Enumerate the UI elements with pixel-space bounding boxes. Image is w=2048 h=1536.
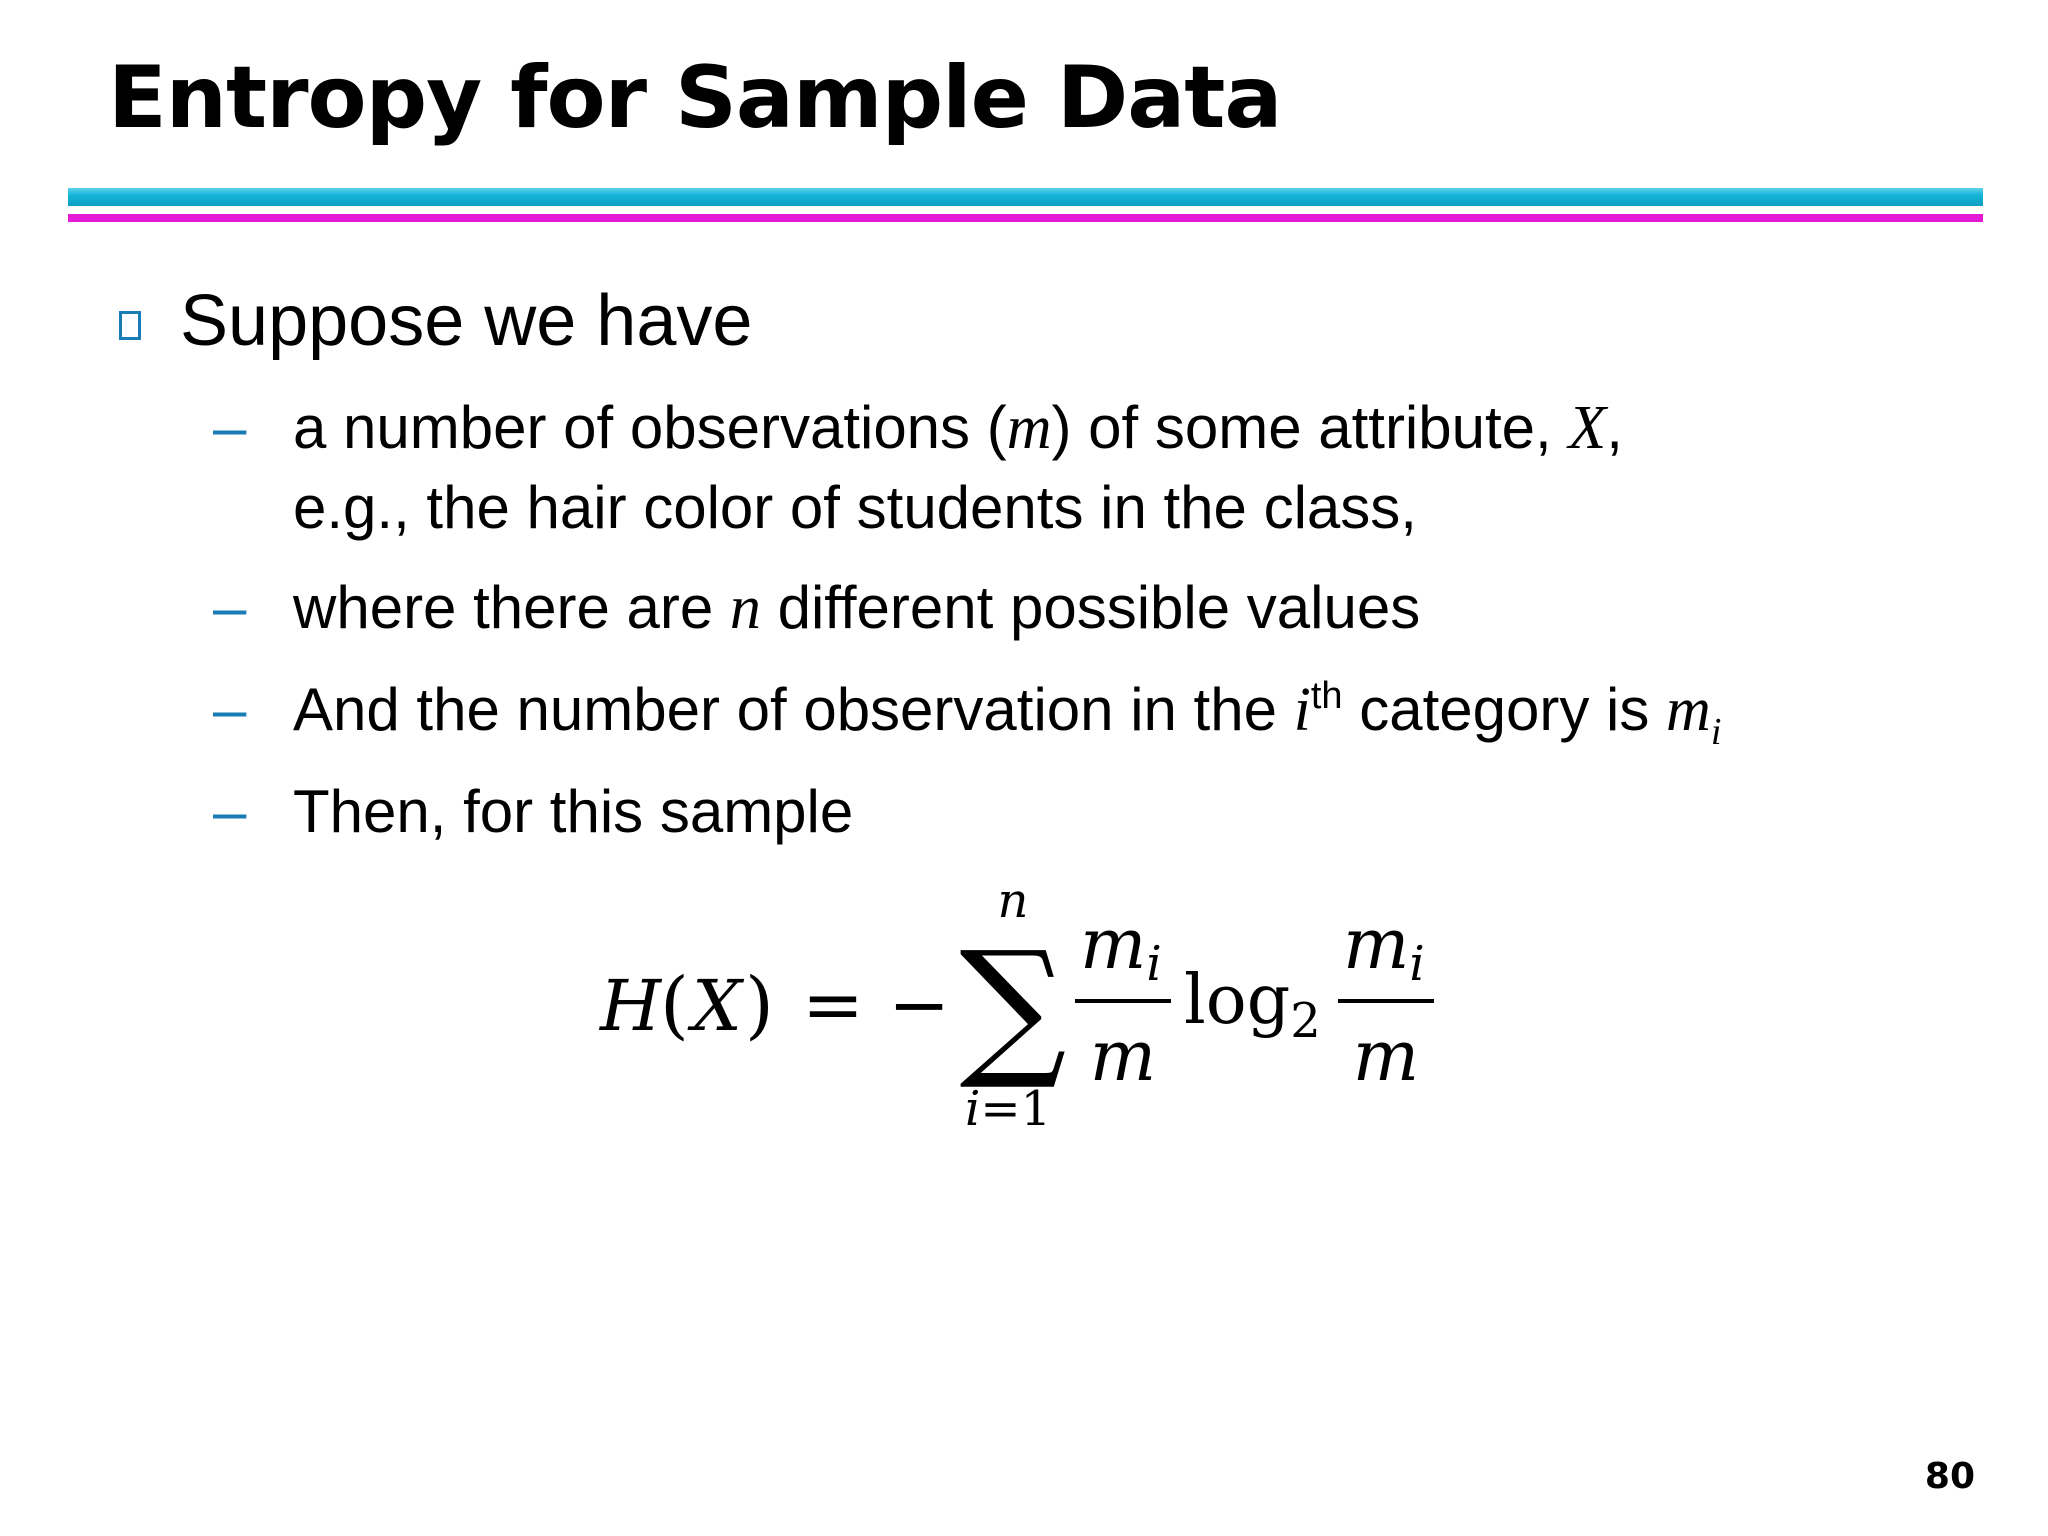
slide-title: Entropy for Sample Data	[108, 48, 1282, 148]
formula-h: H	[600, 965, 662, 1047]
frac2-denominator: m	[1352, 1015, 1420, 1097]
text-segment: where there are	[293, 574, 730, 641]
text-segment: different possible values	[760, 574, 1421, 641]
frac2-bar	[1338, 999, 1434, 1003]
formula-minus: −	[888, 962, 951, 1048]
dash-bullet-3: –	[213, 676, 247, 743]
formula-equals: =	[802, 962, 865, 1048]
formula-x: X	[692, 965, 742, 1047]
formula-rparen: )	[745, 962, 774, 1048]
var-m: m	[1666, 676, 1711, 744]
log-label	[1184, 961, 1321, 1049]
text-segment: ) of some attribute,	[1051, 394, 1569, 461]
page-number: 80	[1924, 1456, 1975, 1497]
frac2-num-sub: i	[1409, 936, 1425, 992]
frac2-numerator	[1343, 903, 1425, 992]
bullet-suppose: Suppose we have	[180, 281, 753, 361]
var-m: m	[1006, 394, 1052, 462]
frac1-num-sub: i	[1146, 936, 1162, 992]
var-x: X	[1568, 394, 1607, 462]
frac1-numerator	[1080, 903, 1162, 992]
dash-bullet-4: –	[213, 778, 247, 845]
frac1-num-var: m	[1080, 903, 1147, 985]
sum-upper-limit: n	[997, 873, 1029, 929]
frac1-denominator: m	[1089, 1015, 1157, 1097]
bullet-observations-line2: e.g., the hair color of students in the class,	[293, 474, 1417, 541]
var-n: n	[729, 574, 761, 642]
text-segment: ,	[1606, 394, 1623, 461]
bullet-then-sample: Then, for this sample	[293, 778, 854, 845]
sum-lower-eq: =1	[980, 1081, 1052, 1137]
superscript-th: th	[1310, 675, 1343, 717]
text-segment: category is	[1342, 676, 1667, 743]
text-segment: a number of observations (	[293, 394, 1007, 461]
dash-bullet-1: –	[213, 394, 247, 461]
text-segment: And the number of observation in the	[293, 676, 1294, 743]
frac2-num-var: m	[1343, 903, 1410, 985]
sum-symbol: ∑	[959, 920, 1067, 1094]
log-word: log	[1184, 961, 1291, 1040]
frac1-bar	[1075, 999, 1171, 1003]
var-i: i	[1293, 676, 1311, 744]
subscript-i: i	[1710, 711, 1722, 753]
formula-lparen: (	[660, 962, 689, 1048]
dash-bullet-2: –	[213, 574, 247, 641]
sum-lower-var: i	[965, 1081, 981, 1137]
log-base: 2	[1290, 993, 1321, 1049]
sum-lower-limit	[965, 1081, 1051, 1137]
